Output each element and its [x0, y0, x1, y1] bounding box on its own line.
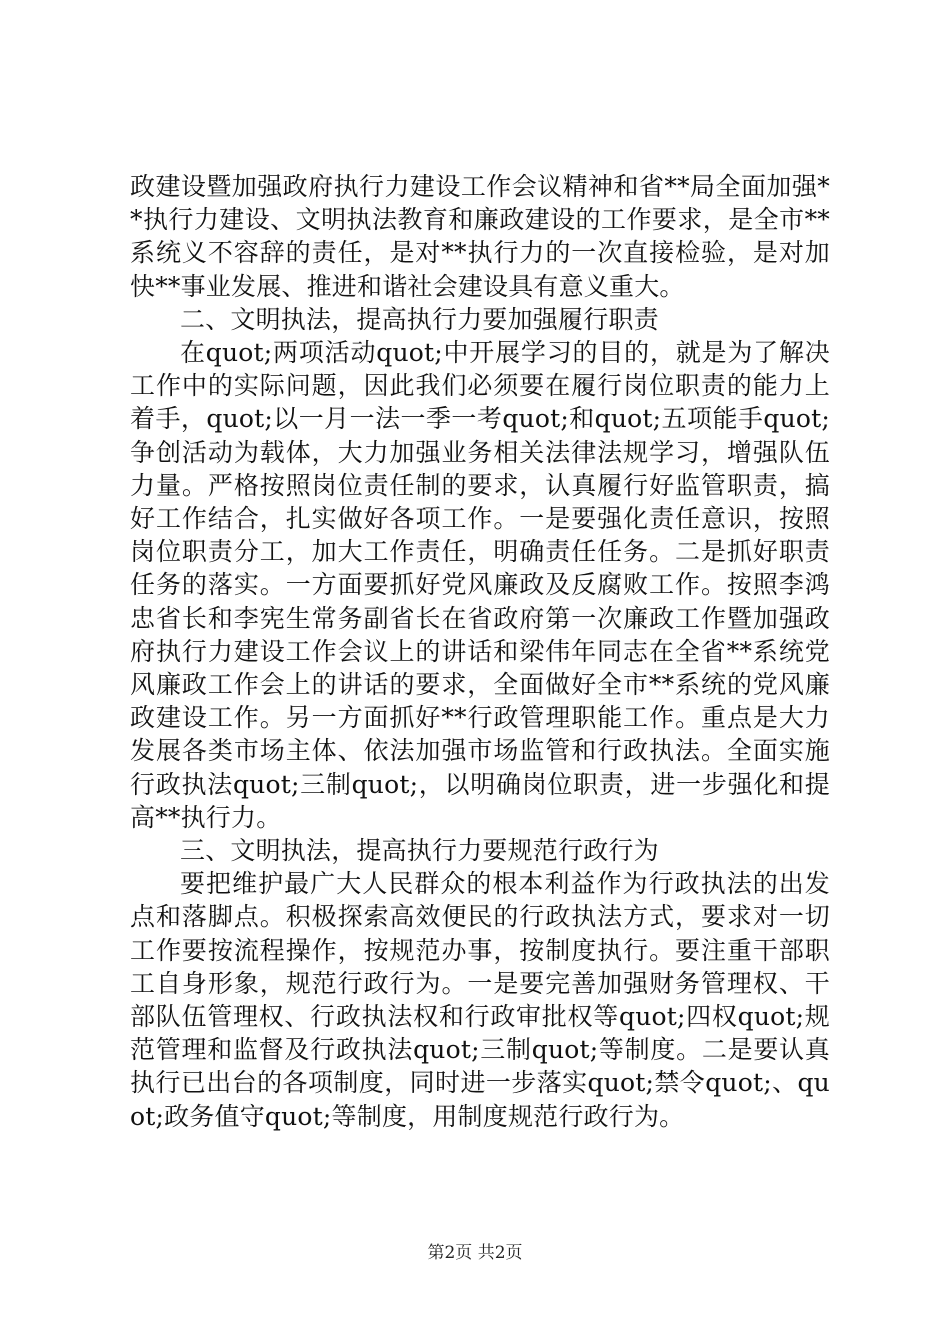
- paragraph-3: 在quot;两项活动quot;中开展学习的目的，就是为了解决工作中的实际问题，因此我们必须要在履行岗位职责的能力上着手，quot;以一月一法一季一考quot;和quot;五项能手quot;争创活动为载体，大力加强业务相关法律法规学习，增强队伍力量。严格按照岗位责任制的要求，认真履行好监管职责，搞好工作结合，扎实做好各项工作。一是要强化责任意识，按照岗位职责分工，加大工作责任，明确责任任务。二是抓好职责任务的落实。一方面要抓好党风廉政及反腐败工作。按照李鸿忠省长和李宪生常务副省长在省政府第一次廉政工作暨加强政府执行力建设工作会议上的讲话和梁伟年同志在全省**系统党风廉政工作会上的讲话的要求，全面做好全市**系统的党风廉政建设工作。另一方面抓好**行政管理职能工作。重点是大力发展各类市场主体、依法加强市场监管和行政执法。全面实施行政执法quot;三制quot;，以明确岗位职责，进一步强化和提高**执行力。: [130, 338, 830, 832]
- body-text: [130, 170, 830, 1133]
- paragraph-5: 要把维护最广大人民群众的根本利益作为行政执法的出发点和落脚点。积极探索高效便民的行政执法方式，要求对一切工作要按流程操作，按规范办事，按制度执行。要注重干部职工自身形象，规范行政行为。一是要完善加强财务管理权、干部队伍管理权、行政执法权和行政审批权等quot;四权quot;规范管理和监督及行政执法quot;三制quot;等制度。二是要认真执行已出台的各项制度，同时进一步落实quot;禁令quot;、quot;政务值守quot;等制度，用制度规范行政行为。: [130, 869, 830, 1131]
- section-heading-3: 三、文明执法，提高执行力要规范行政行为: [180, 836, 659, 866]
- section-heading-2: 二、文明执法，提高执行力要加强履行职责: [180, 304, 659, 334]
- page-footer: 第2页 共2页: [427, 1243, 523, 1263]
- paragraph-1: 政建设暨加强政府执行力建设工作会议精神和省**局全面加强**执行力建设、文明执法教育和廉政建设的工作要求，是全市**系统义不容辞的责任，是对**执行力的一次直接检验，是对加快**事业发展、推进和谐社会建设具有意义重大。: [130, 172, 830, 301]
